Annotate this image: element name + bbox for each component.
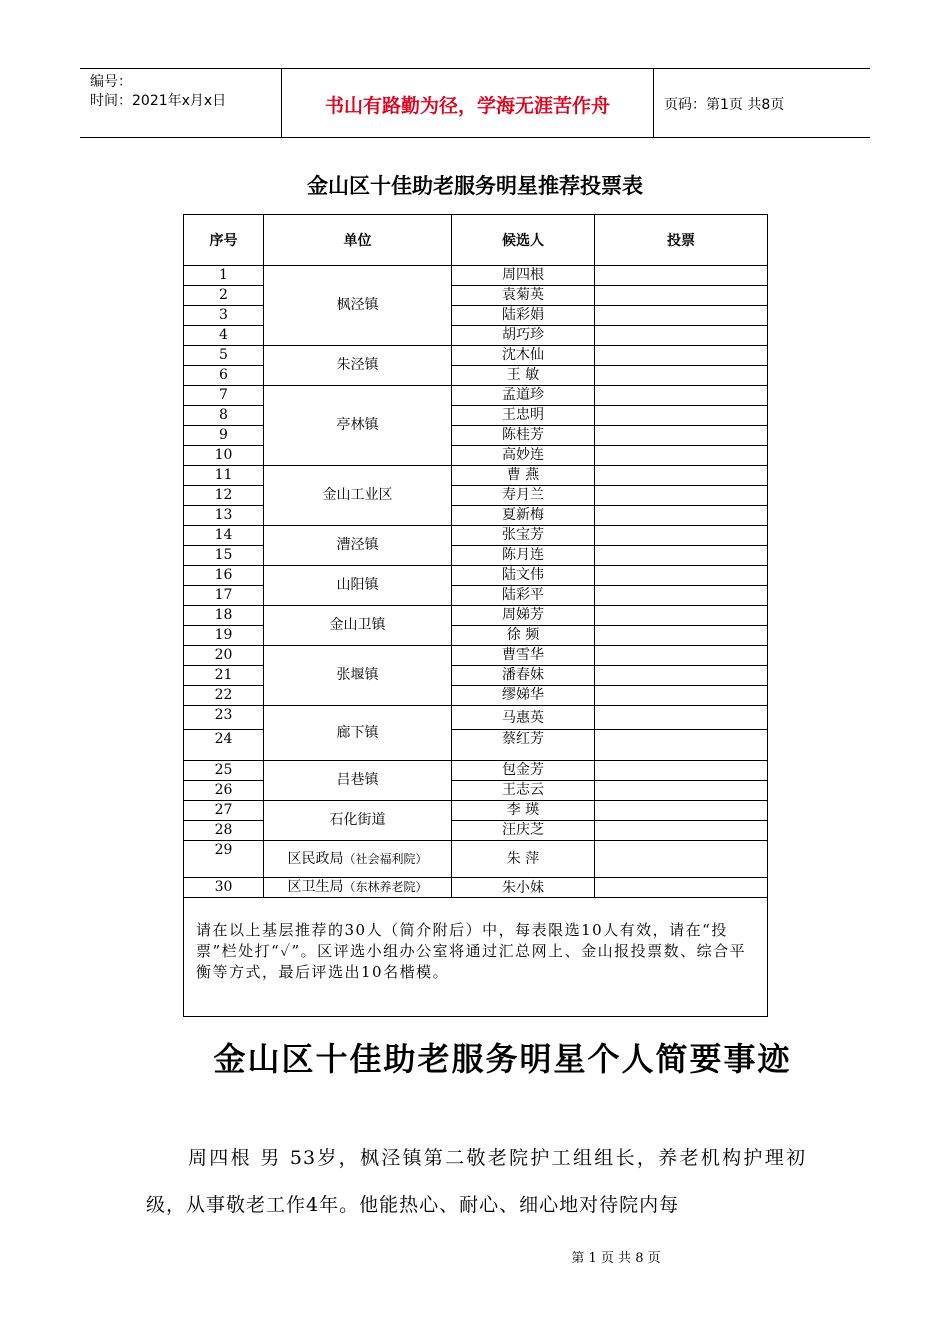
body-paragraph: 周四根 男 53岁，枫泾镇第二敬老院护工组组长，养老机构护理初级，从事敬老工作4年。他能热心、耐心、细心地对待院内每 — [146, 1147, 806, 1216]
row-candidate: 李 瑛 — [452, 801, 595, 821]
voting-instructions: 请在以上基层推荐的30人（简介附后）中，每表限选10人有效，请在“投票”栏处打“✓”。区评选小组办公室将通过汇总网上、金山报投票数、综合平衡等方式，最后评选出10名楷模。 — [184, 898, 768, 1017]
unit-main: 区卫生局 — [287, 879, 344, 895]
vote-cell[interactable] — [595, 366, 768, 386]
row-candidate: 徐 频 — [452, 626, 595, 646]
vote-cell[interactable] — [595, 586, 768, 606]
vote-cell[interactable] — [595, 841, 768, 878]
vote-cell[interactable] — [595, 878, 768, 898]
row-number: 6 — [184, 366, 264, 386]
vote-cell[interactable] — [595, 286, 768, 306]
table-row — [184, 346, 768, 366]
number-label: 编号： — [90, 74, 132, 90]
vote-cell[interactable] — [595, 466, 768, 486]
row-number: 23 — [184, 706, 264, 730]
voting-table — [183, 214, 768, 1017]
vote-cell[interactable] — [595, 386, 768, 406]
vote-cell[interactable] — [595, 266, 768, 286]
row-candidate: 曹 燕 — [452, 466, 595, 486]
header-motto: 书山有路勤为径，学海无涯苦作舟 — [324, 95, 610, 117]
vote-cell[interactable] — [595, 506, 768, 526]
table-row — [184, 606, 768, 626]
row-number: 24 — [184, 730, 264, 761]
row-number: 7 — [184, 386, 264, 406]
page-footer: 第 1 页 共 8 页 — [571, 1251, 661, 1266]
table-header-row — [184, 215, 768, 266]
row-candidate: 王忠明 — [452, 406, 595, 426]
vote-cell[interactable] — [595, 346, 768, 366]
vote-cell[interactable] — [595, 606, 768, 626]
vote-cell[interactable] — [595, 666, 768, 686]
row-unit: 亭林镇 — [264, 386, 452, 466]
table-body — [184, 266, 768, 1017]
row-candidate: 袁菊英 — [452, 286, 595, 306]
vote-cell[interactable] — [595, 526, 768, 546]
row-candidate: 张宝芳 — [452, 526, 595, 546]
row-candidate: 汪庆芝 — [452, 821, 595, 841]
row-number: 19 — [184, 626, 264, 646]
table-row — [184, 761, 768, 781]
row-number: 25 — [184, 761, 264, 781]
row-number: 11 — [184, 466, 264, 486]
column-header-vote: 投票 — [595, 215, 768, 266]
row-unit: 石化街道 — [264, 801, 452, 841]
row-number: 4 — [184, 326, 264, 346]
table-row — [184, 266, 768, 286]
table-row — [184, 466, 768, 486]
row-candidate: 朱 萍 — [452, 841, 595, 878]
table-row — [184, 526, 768, 546]
row-number: 3 — [184, 306, 264, 326]
row-candidate: 孟道珍 — [452, 386, 595, 406]
row-candidate: 胡巧珍 — [452, 326, 595, 346]
note-row — [184, 898, 768, 1017]
unit-sub: （社会福利院） — [343, 852, 428, 866]
row-unit: 枫泾镇 — [264, 266, 452, 346]
row-candidate: 高妙连 — [452, 446, 595, 466]
row-unit: 朱泾镇 — [264, 346, 452, 386]
row-number: 2 — [184, 286, 264, 306]
column-header-unit: 单位 — [264, 215, 452, 266]
table-row — [184, 566, 768, 586]
row-number: 5 — [184, 346, 264, 366]
row-candidate: 周娣芳 — [452, 606, 595, 626]
table-row — [184, 841, 768, 878]
row-candidate: 陈桂芳 — [452, 426, 595, 446]
row-unit — [264, 878, 452, 898]
row-candidate: 朱小妹 — [452, 878, 595, 898]
row-candidate: 沈木仙 — [452, 346, 595, 366]
vote-cell[interactable] — [595, 406, 768, 426]
row-candidate: 陈月连 — [452, 546, 595, 566]
vote-cell[interactable] — [595, 486, 768, 506]
row-number: 30 — [184, 878, 264, 898]
vote-cell[interactable] — [595, 566, 768, 586]
row-number: 1 — [184, 266, 264, 286]
vote-cell[interactable] — [595, 730, 768, 761]
row-unit: 金山卫镇 — [264, 606, 452, 646]
row-number: 22 — [184, 686, 264, 706]
row-candidate: 曹雪华 — [452, 646, 595, 666]
row-unit: 山阳镇 — [264, 566, 452, 606]
row-candidate: 王 敏 — [452, 366, 595, 386]
vote-cell[interactable] — [595, 546, 768, 566]
row-number: 26 — [184, 781, 264, 801]
row-candidate: 寿月兰 — [452, 486, 595, 506]
vote-cell[interactable] — [595, 781, 768, 801]
row-number: 12 — [184, 486, 264, 506]
row-unit — [264, 841, 452, 878]
page-header — [80, 68, 870, 138]
row-unit: 金山工业区 — [264, 466, 452, 526]
row-candidate: 潘春妹 — [452, 666, 595, 686]
vote-cell[interactable] — [595, 326, 768, 346]
row-candidate: 陆彩娟 — [452, 306, 595, 326]
vote-cell[interactable] — [595, 646, 768, 666]
table-row — [184, 646, 768, 666]
row-unit: 廊下镇 — [264, 706, 452, 761]
row-unit: 漕泾镇 — [264, 526, 452, 566]
row-unit: 吕巷镇 — [264, 761, 452, 801]
row-unit: 张堰镇 — [264, 646, 452, 706]
row-candidate: 包金芳 — [452, 761, 595, 781]
unit-sub: （东林养老院） — [343, 880, 428, 894]
row-number: 16 — [184, 566, 264, 586]
row-candidate: 陆彩平 — [452, 586, 595, 606]
row-number: 28 — [184, 821, 264, 841]
row-number: 17 — [184, 586, 264, 606]
header-page-info: 页码：第1页 共8页 — [664, 97, 785, 113]
vote-cell[interactable] — [595, 626, 768, 646]
row-candidate: 蔡红芳 — [452, 730, 595, 761]
row-number: 20 — [184, 646, 264, 666]
row-number: 10 — [184, 446, 264, 466]
row-number: 21 — [184, 666, 264, 686]
vote-cell[interactable] — [595, 706, 768, 730]
table-row — [184, 878, 768, 898]
vote-cell[interactable] — [595, 306, 768, 326]
row-number: 8 — [184, 406, 264, 426]
table-row — [184, 801, 768, 821]
row-candidate: 缪娣华 — [452, 686, 595, 706]
row-candidate: 陆文伟 — [452, 566, 595, 586]
table-row — [184, 386, 768, 406]
column-header-number: 序号 — [184, 215, 264, 266]
vote-cell[interactable] — [595, 686, 768, 706]
section-title: 金山区十佳助老服务明星个人简要事迹 — [213, 1040, 792, 1078]
vote-cell[interactable] — [595, 761, 768, 781]
vote-cell[interactable] — [595, 426, 768, 446]
header-divider — [653, 69, 654, 137]
row-candidate: 王志云 — [452, 781, 595, 801]
vote-cell[interactable] — [595, 801, 768, 821]
row-number: 13 — [184, 506, 264, 526]
row-number: 14 — [184, 526, 264, 546]
header-meta — [90, 73, 226, 111]
time-label: 时间：2021年x月x日 — [90, 93, 227, 109]
row-candidate: 周四根 — [452, 266, 595, 286]
row-number: 15 — [184, 546, 264, 566]
row-number: 29 — [184, 841, 264, 878]
table-row — [184, 706, 768, 730]
vote-cell[interactable] — [595, 821, 768, 841]
unit-main: 区民政局 — [287, 851, 344, 867]
row-candidate: 夏新梅 — [452, 506, 595, 526]
row-candidate: 马惠英 — [452, 706, 595, 730]
document-title: 金山区十佳助老服务明星推荐投票表 — [307, 174, 643, 198]
vote-cell[interactable] — [595, 446, 768, 466]
row-number: 27 — [184, 801, 264, 821]
column-header-candidate: 候选人 — [452, 215, 595, 266]
row-number: 18 — [184, 606, 264, 626]
row-number: 9 — [184, 426, 264, 446]
